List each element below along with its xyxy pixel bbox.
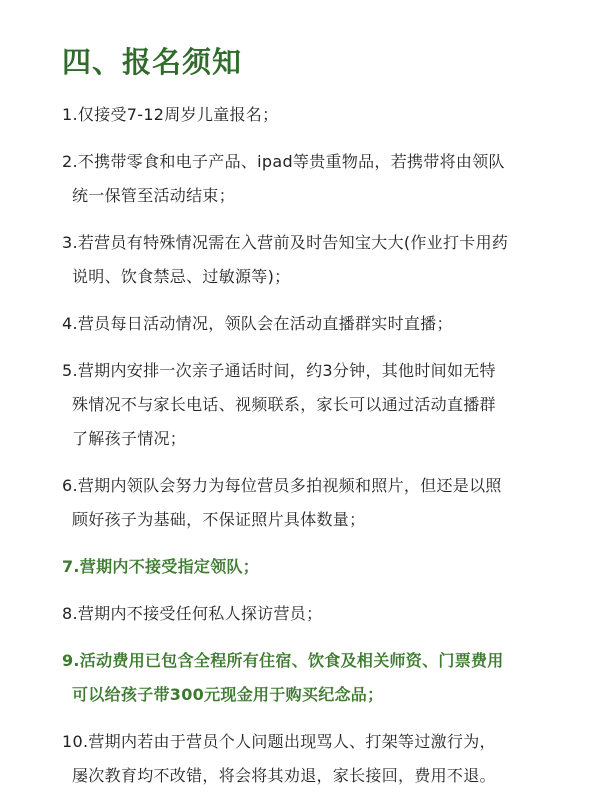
rule-text-line: 屡次教育均不改错，将会将其劝退，家长接回，费用不退。 (72, 766, 496, 785)
rule-item-4 (62, 307, 560, 341)
rule-text-line: 7.营期内不接受指定领队； (62, 557, 260, 576)
rule-item-8 (62, 597, 560, 631)
rule-item-5 (62, 354, 560, 456)
rule-item-2 (62, 145, 560, 213)
rule-item-10 (62, 725, 560, 793)
rule-text-line: 顾好孩子为基础，不保证照片具体数量； (72, 510, 366, 529)
rule-text-line: 可以给孩子带300元现金用于购买纪念品； (72, 685, 384, 704)
rule-item-7 (62, 550, 560, 584)
rule-text-line: 了解孩子情况； (72, 429, 187, 448)
rule-text-line: 3.若营员有特殊情况需在入营前及时告知宝大大(作业打卡用药 (62, 233, 509, 252)
rule-item-6 (62, 469, 560, 537)
rule-text-line: 统一保管至活动结束； (72, 186, 236, 205)
section-title: 四、报名须知 (62, 45, 243, 79)
rule-text-line: 10.营期内若由于营员个人问题出现骂人、打架等过激行为， (62, 732, 496, 751)
rule-text-line: 9.活动费用已包含全程所有住宿、饮食及相关师资、门票费用 (62, 651, 504, 670)
rule-text-line: 4.营员每日活动情况，领队会在活动直播群实时直播； (62, 314, 453, 333)
rule-text-line: 8.营期内不接受任何私人探访营员； (62, 604, 323, 623)
rule-item-9 (62, 644, 560, 712)
rule-text-line: 2.不携带零食和电子产品、ipad等贵重物品，若携带将由领队 (62, 152, 505, 171)
rule-text-line: 1.仅接受7-12周岁儿童报名； (62, 105, 279, 124)
rule-text-line: 说明、饮食禁忌、过敏源等)； (72, 267, 291, 286)
rule-text-line: 6.营期内领队会努力为每位营员多拍视频和照片，但还是以照 (62, 476, 502, 495)
rule-item-3 (62, 226, 560, 294)
rules-list (62, 98, 560, 793)
rule-text-line: 5.营期内安排一次亲子通话时间，约3分钟，其他时间如无特 (62, 361, 496, 380)
rule-item-1 (62, 98, 560, 132)
rule-text-line: 殊情况不与家长电话、视频联系，家长可以通过活动直播群 (72, 395, 496, 414)
